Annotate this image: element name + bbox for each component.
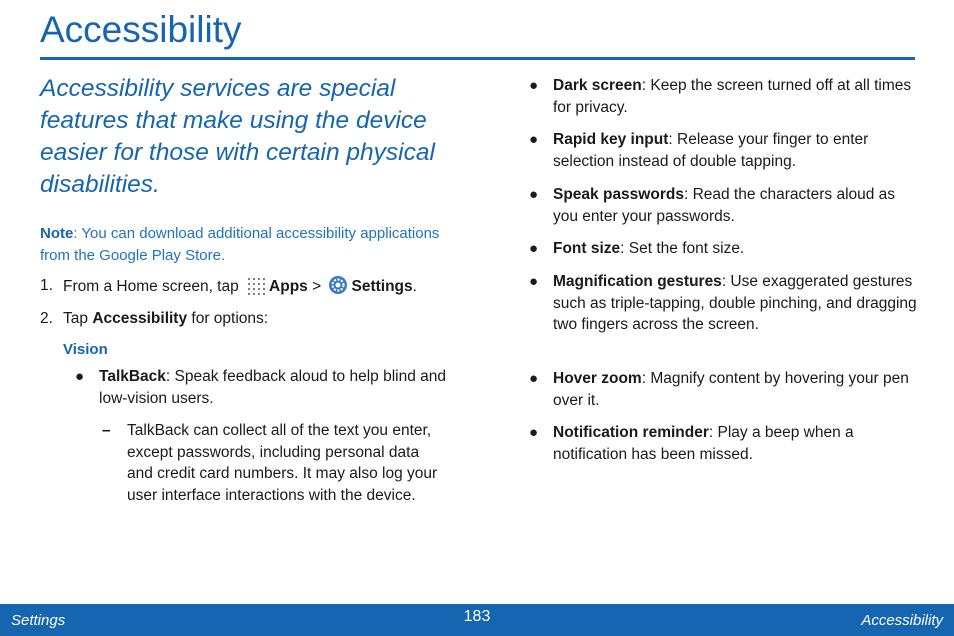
right-item [529, 271, 918, 336]
settings-label: Settings [351, 278, 413, 295]
bullet-icon: ● [529, 77, 539, 94]
page-number: 183 [463, 608, 491, 625]
step-text [63, 308, 268, 329]
vision-heading: Vision [63, 341, 108, 358]
item-term: Speak passwords [553, 186, 684, 203]
bullet-icon: ● [529, 424, 539, 441]
item-desc: : Magnify content by hovering your pen over it. [553, 370, 909, 409]
dash-icon: – [102, 422, 111, 439]
item-desc: : Release your finger to enter selection instead of double tapping. [553, 131, 869, 170]
apps-label: Apps [269, 278, 308, 295]
title-divider [40, 57, 915, 60]
item-term: Font size [553, 240, 621, 257]
item-term: Notification reminder [553, 424, 709, 441]
footer-bar [0, 604, 954, 636]
step-text-before: From a Home screen, tap [63, 278, 239, 295]
step-text [63, 275, 417, 297]
step-number: 2. [40, 310, 53, 327]
right-item [529, 422, 918, 465]
step-number: 1. [40, 277, 53, 294]
talkback-note-text: TalkBack can collect all of the text you enter, except passwords, including personal data and credit card numbers. It may also log your user interface interactions with the device. [127, 422, 438, 504]
bullet-icon: ● [529, 186, 539, 203]
bullet-icon: ● [529, 370, 539, 387]
talkback-item [75, 366, 464, 409]
accessibility-label: Accessibility [92, 310, 188, 327]
step-2 [40, 308, 470, 329]
item-desc: : Keep the screen turned off at all times for privacy. [553, 77, 912, 116]
right-item [529, 368, 918, 411]
note-label: Note [40, 225, 74, 242]
apps-icon [246, 277, 266, 295]
page-title: Accessibility [40, 9, 242, 50]
step-1 [40, 275, 470, 297]
note-text: : You can download additional accessibility applications from the Google Play Store. [40, 225, 440, 264]
settings-gear-icon [328, 275, 348, 295]
right-item [529, 238, 918, 260]
step-text-after: for options: [191, 310, 269, 327]
step-end: . [412, 278, 417, 295]
note [40, 223, 460, 266]
bullet-icon: ● [529, 131, 539, 148]
bullet-icon: ● [75, 368, 85, 385]
item-term: Rapid key input [553, 131, 669, 148]
item-term: Dark screen [553, 77, 642, 94]
item-desc: : Play a beep when a notification has been missed. [553, 424, 854, 463]
step-separator: > [312, 278, 322, 295]
footer-chapter-label: Accessibility [861, 612, 943, 629]
step-text-before: Tap [63, 310, 88, 327]
bullet-icon: ● [529, 240, 539, 257]
item-desc: : Use exaggerated gestures such as triple-tapping, double pinching, and dragging two fingers across the screen. [553, 273, 917, 333]
intro-text: Accessibility services are special features that make using the device easier for those with certain physical disabilities. [40, 75, 435, 198]
footer-section-label: Settings [11, 612, 66, 629]
right-item [529, 75, 918, 118]
right-item [529, 184, 918, 227]
item-term: Hover zoom [553, 370, 642, 387]
item-desc: : Set the font size. [620, 240, 745, 257]
talkback-desc: : Speak feedback aloud to help blind and low-vision users. [99, 368, 446, 407]
item-desc: : Read the characters aloud as you enter your passwords. [553, 186, 896, 225]
talkback-note [102, 420, 447, 506]
right-item [529, 129, 918, 172]
bullet-icon: ● [529, 273, 539, 290]
item-term: Magnification gestures [553, 273, 722, 290]
talkback-term: TalkBack [99, 368, 166, 385]
